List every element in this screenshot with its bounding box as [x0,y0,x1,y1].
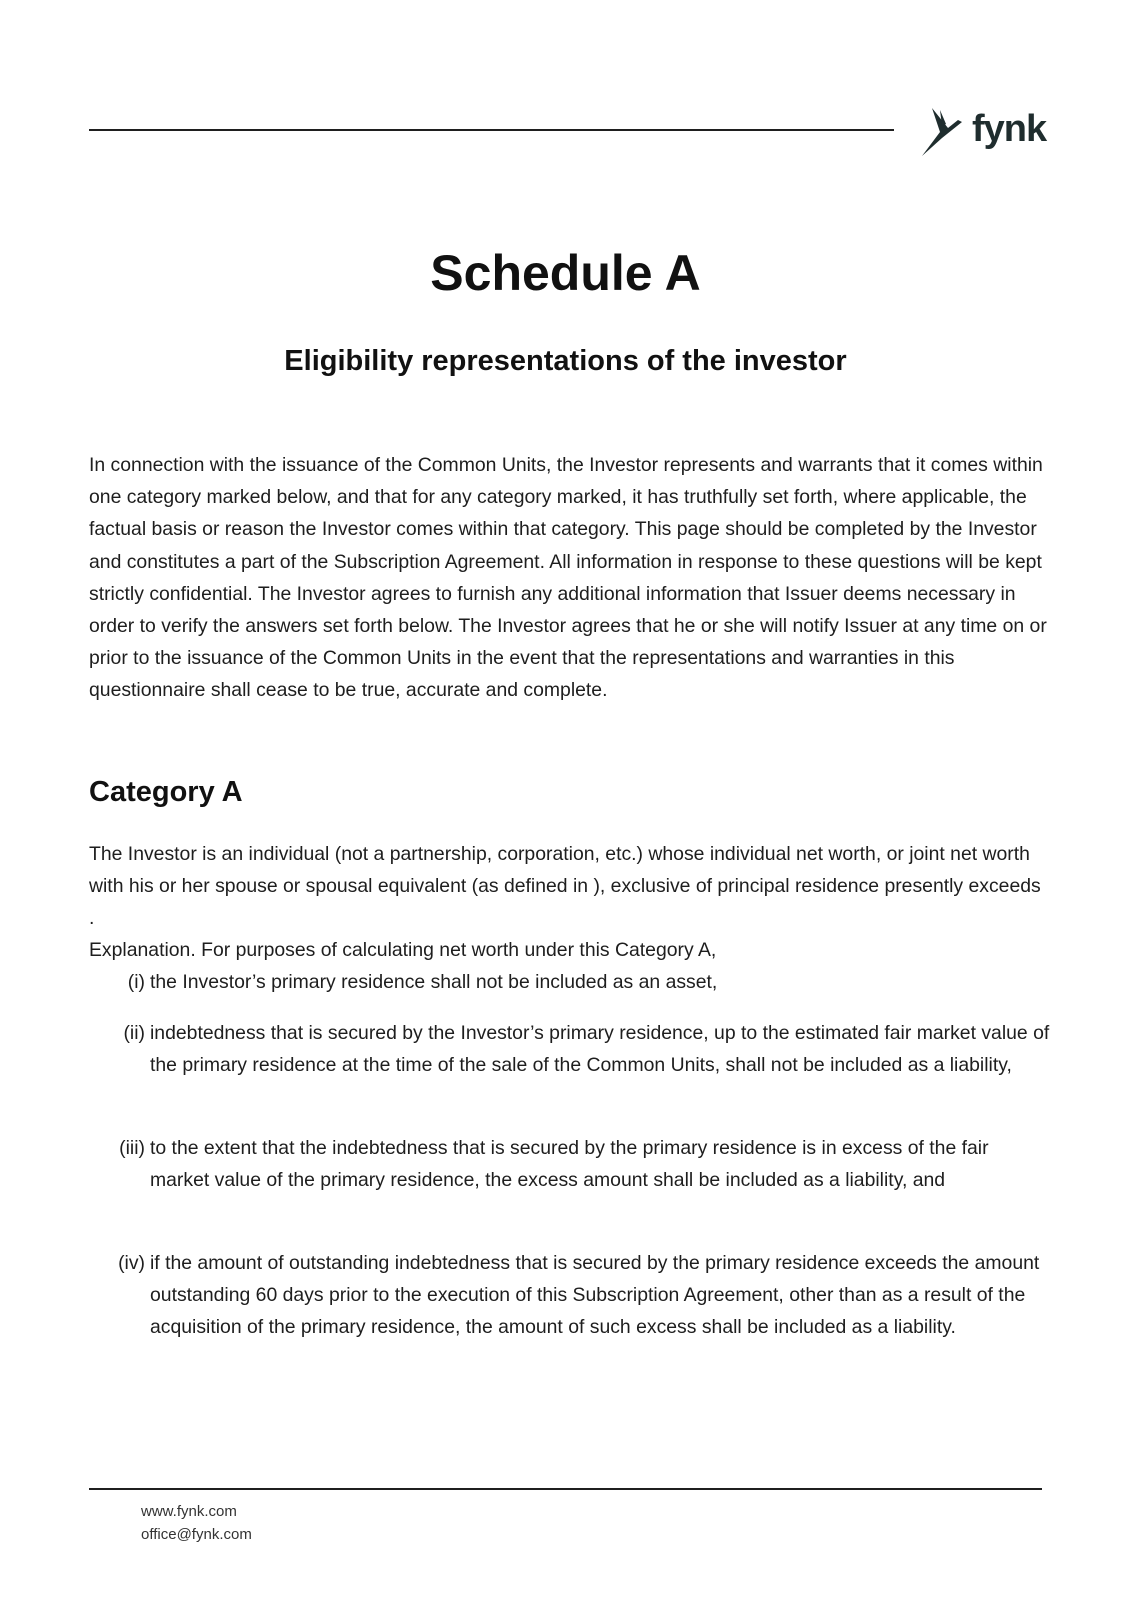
clause-item [100,1017,1050,1081]
clause-number: (iii) [119,1137,145,1159]
brand-logo [918,104,1048,160]
category-description: The Investor is an individual (not a partnership, corporation, etc.) whose individual net worth, or joint net worth with his or her spouse or spousal equivalent (as defined in ), exclusive of principal residence presently exceeds . [89,843,1041,930]
footer-divider [89,1488,1042,1490]
bird-logo-icon [918,104,970,160]
clause-text: the Investor’s primary residence shall not be included as an asset, [150,971,718,993]
brand-name: fynk [972,108,1047,150]
clause-number: (iv) [118,1252,145,1274]
page-title: Schedule A [430,245,701,301]
clause-item [100,966,1050,998]
explanation-text: Explanation. For purposes of calculating net worth under this Category A, [89,939,717,961]
page-subtitle: Eligibility representations of the investor [284,345,847,377]
clause-text: indebtedness that is secured by the Investor’s primary residence, up to the estimated fair market value of the primary residence at the time of the sale of the Common Units, shall not be included as a liability, [150,1022,1050,1077]
intro-paragraph: In connection with the issuance of the Common Units, the Investor represents and warrants that it comes within one category marked below, and that for any category marked, it has truthfully set forth, where applicable, the factual basis or reason the Investor comes within that category. This page should be completed by the Investor and constitutes a part of the Subscription Agreement. All information in response to these questions will be kept strictly confidential. The Investor agrees to furnish any additional information that Issuer deems necessary in order to verify the answers set forth below. The Investor agrees that he or she will notify Issuer at any time on or prior to the issuance of the Common Units in the event that the representations and warranties in this questionnaire shall cease to be true, accurate and complete. [89,454,1047,702]
footer-website-link[interactable]: www.fynk.com [141,1503,237,1520]
clause-number: (i) [127,971,145,993]
category-heading: Category A [89,776,243,808]
clause-item [100,1132,1050,1196]
header-divider [89,129,894,131]
clause-text: to the extent that the indebtedness that is secured by the primary residence is in excess of the fair market value of the primary residence, the excess amount shall be included as a liability, and [150,1137,989,1192]
clause-item [100,1247,1050,1344]
footer-email-link[interactable]: office@fynk.com [141,1526,252,1543]
footer [141,1500,252,1546]
clause-number: (ii) [123,1022,145,1044]
clause-text: if the amount of outstanding indebtedness that is secured by the primary residence exceeds the amount outstanding 60 days prior to the execution of this Subscription Agreement, other than as a result of the acquisition of the primary residence, the amount of such excess shall be included as a liability. [150,1252,1040,1339]
